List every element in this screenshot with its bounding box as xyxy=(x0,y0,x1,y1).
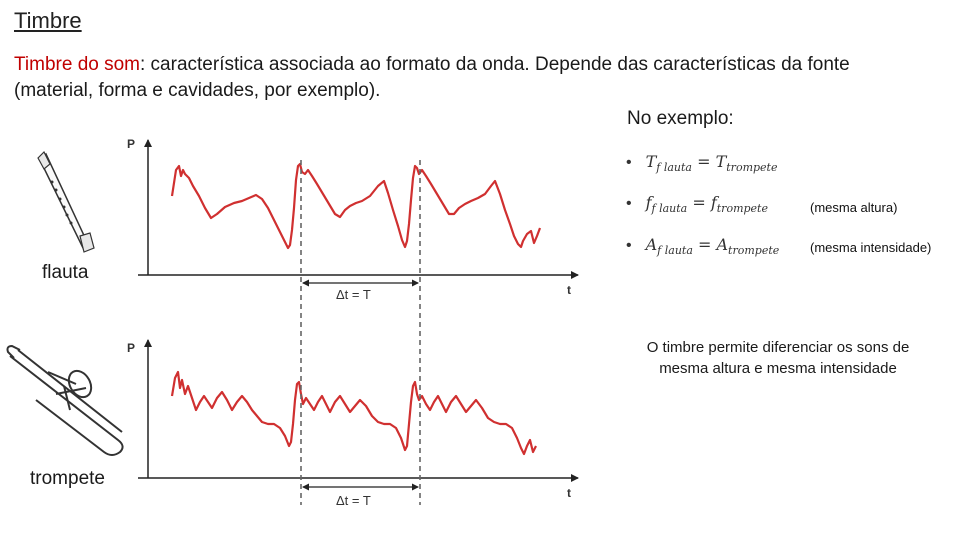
slide-title: Timbre xyxy=(14,8,82,33)
flute-label: flauta xyxy=(42,262,89,283)
trumpet-y-axis-label: P xyxy=(127,341,136,355)
flute-icon xyxy=(38,152,94,252)
trumpet-graph xyxy=(127,340,578,500)
flute-y-axis-label: P xyxy=(127,137,136,151)
intro-term: Timbre do som xyxy=(14,54,140,75)
trumpet-icon xyxy=(8,346,123,455)
flute-graph xyxy=(127,137,578,297)
bullet-icon: • xyxy=(626,154,632,171)
trumpet-period-label: Δt = T xyxy=(336,493,371,508)
frequency-equality: • $f_{f lauta} = f_{trompete}$ xyxy=(626,193,768,216)
bullet-icon: • xyxy=(626,195,632,212)
bullet-icon: • xyxy=(626,237,632,254)
flute-waveform xyxy=(172,164,540,248)
trumpet-period-arrow xyxy=(303,487,418,508)
amplitude-equality: • $A_{f lauta} = A_{trompete}$ xyxy=(626,235,780,258)
flute-x-axis-label: t xyxy=(567,283,571,297)
flute-period-label: Δt = T xyxy=(336,287,371,302)
intro-text: : característica associada ao formato da onda. Depende das características da fonte (material, forma e cavidades, por exemplo). xyxy=(14,54,850,101)
conclusion-text: O timbre permite diferenciar os sons de mesma altura e mesma intensidade xyxy=(646,339,910,377)
period-markers xyxy=(301,160,420,505)
trumpet-label: trompete xyxy=(30,468,105,489)
period-equality: • $T_{f lauta} = T_{trompete}$ xyxy=(626,152,778,175)
same-intensity-note: (mesma intensidade) xyxy=(810,240,932,255)
same-pitch-note: (mesma altura) xyxy=(810,200,898,215)
example-heading: No exemplo: xyxy=(627,108,734,129)
trumpet-waveform xyxy=(172,372,536,454)
flute-period-arrow xyxy=(303,283,418,302)
trumpet-x-axis-label: t xyxy=(567,486,571,500)
